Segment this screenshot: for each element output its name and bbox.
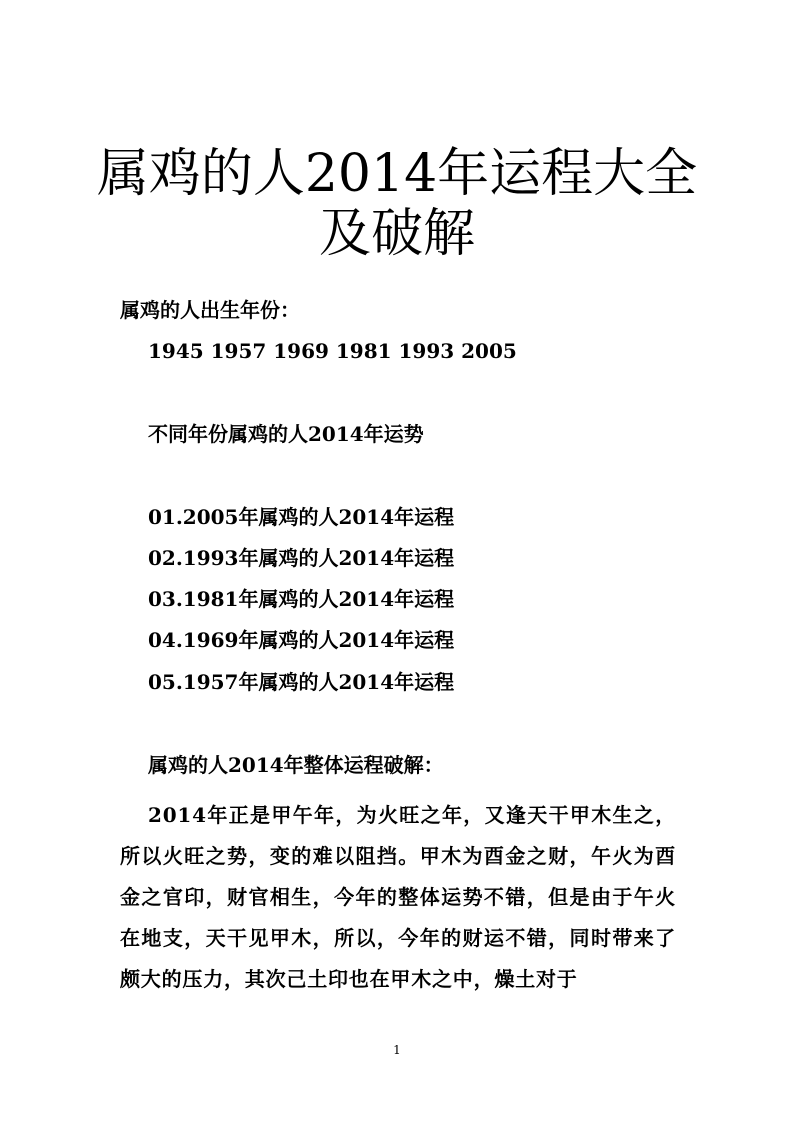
document-title-line-1: 属鸡的人2014年运程大全	[96, 144, 698, 204]
toc-item: 03.1981年属鸡的人2014年运程	[148, 587, 455, 611]
birth-years-list: 1945 1957 1969 1981 1993 2005	[148, 339, 517, 363]
toc-item: 05.1957年属鸡的人2014年运程	[148, 670, 455, 694]
birth-years-label: 属鸡的人出生年份：	[120, 298, 300, 322]
document-title-line-2: 及破解	[318, 204, 475, 264]
section-heading: 属鸡的人2014年整体运程破解：	[148, 753, 444, 777]
toc-item: 01.2005年属鸡的人2014年运程	[148, 505, 455, 529]
page-number: 1	[393, 1043, 401, 1057]
toc-item: 04.1969年属鸡的人2014年运程	[148, 628, 455, 652]
toc-heading: 不同年份属鸡的人2014年运势	[148, 422, 424, 446]
section-paragraph: 2014年正是甲午年，为火旺之年，又逢天干甲木生之，所以火旺之势，变的难以阻挡。甲木为酉金之财，午火为酉金之官印，财官相生，今年的整体运势不错，但是由于午火在地支，天干见甲木，所以，今年的财运不错，同时带来了颇大的压力，其次己土印也在甲木之中，燥土对于	[120, 803, 676, 991]
toc-item: 02.1993年属鸡的人2014年运程	[148, 546, 455, 570]
